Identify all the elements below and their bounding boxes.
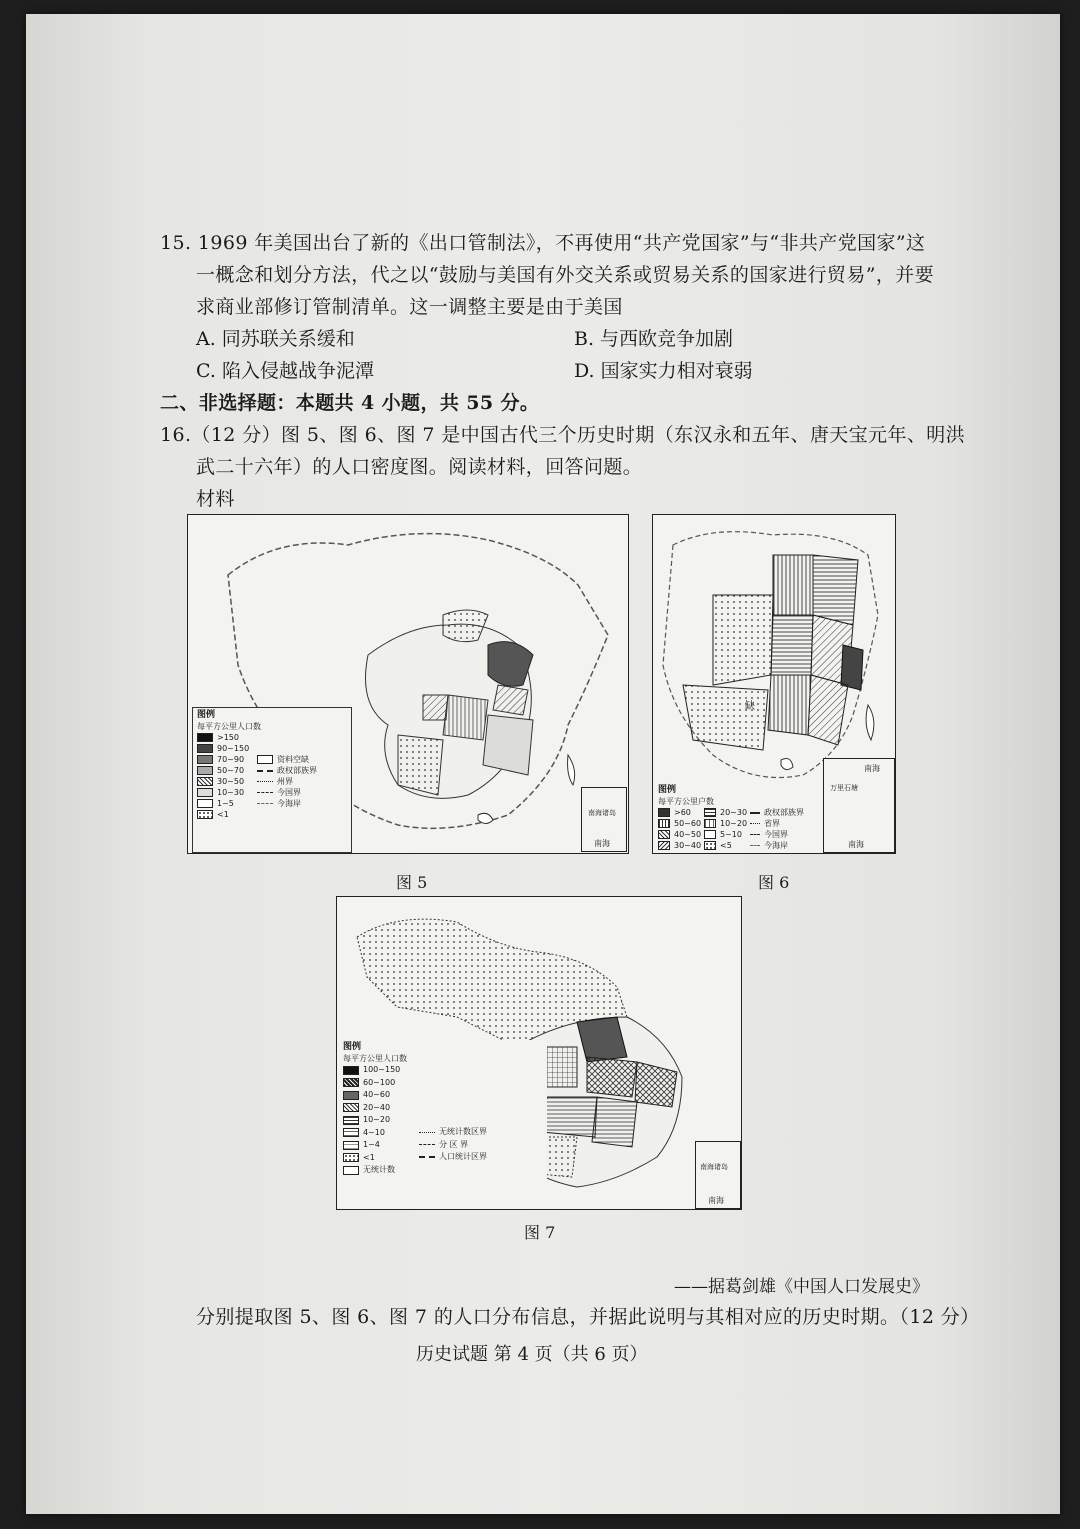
swatch xyxy=(343,1128,359,1137)
legend-item: 今国界 xyxy=(764,830,788,839)
q15-option-d: D. 国家实力相对衰弱 xyxy=(574,360,753,382)
inset-sub-label: 南海诸岛 xyxy=(588,809,616,817)
legend-subtitle: 每平方公里户数 xyxy=(658,797,714,806)
swatch xyxy=(343,1116,359,1125)
inset-sub-label: 万里石塘 xyxy=(830,784,858,792)
legend-subtitle: 每平方公里人口数 xyxy=(343,1054,407,1063)
legend-item: <1 xyxy=(217,810,229,819)
legend-item: <1 xyxy=(363,1152,375,1162)
legend-item: 30~50 xyxy=(217,777,245,786)
q15-option-b: B. 与西欧竞争加剧 xyxy=(574,328,734,350)
swatch xyxy=(197,766,213,775)
legend-item: 资料空缺 xyxy=(277,755,309,764)
legend-item: 10~20 xyxy=(363,1115,391,1124)
map-6-gap-label: 缺 xyxy=(745,701,755,712)
swatch xyxy=(658,819,670,828)
legend-title: 图例 xyxy=(658,785,677,795)
legend-title: 图例 xyxy=(343,1042,362,1052)
swatch xyxy=(704,830,716,839)
q15-line1: 15. 1969 年美国出台了新的《出口管制法》，不再使用“共产党国家”与“非共产党国家”这 xyxy=(160,232,926,254)
legend-item: 政权部族界 xyxy=(764,808,804,817)
legend-item: 政权部族界 xyxy=(277,766,317,775)
swatch xyxy=(197,755,213,764)
legend-item: 4~10 xyxy=(363,1127,385,1137)
legend-item: 70~90 xyxy=(217,755,245,764)
map-figure-6 xyxy=(652,514,896,854)
map-figure-7 xyxy=(336,896,742,1210)
swatch xyxy=(197,777,213,786)
legend-item: >150 xyxy=(217,733,239,742)
q15-line2: 一概念和划分方法，代之以“鼓励与美国有外交关系或贸易关系的国家进行贸易”，并要 xyxy=(196,264,935,286)
inset-label: 南海 xyxy=(594,839,610,848)
legend-item: 20~30 xyxy=(720,808,748,817)
legend-item: 今海岸 xyxy=(764,841,788,850)
swatch xyxy=(343,1166,359,1175)
swatch xyxy=(343,1141,359,1150)
material-label: 材料 xyxy=(196,488,235,510)
legend-item: 60~100 xyxy=(363,1077,396,1087)
map-6-inset xyxy=(823,758,895,853)
swatch xyxy=(343,1103,359,1112)
legend-item: 40~60 xyxy=(363,1090,391,1099)
exam-page xyxy=(26,14,1060,1514)
map-5-caption: 图 5 xyxy=(396,873,428,892)
line-symbol xyxy=(419,1144,435,1145)
legend-item: 分 区 界 xyxy=(439,1139,469,1149)
legend-item: 90~150 xyxy=(217,744,250,753)
swatch xyxy=(658,808,670,817)
q16-line1: 16.（12 分）图 5、图 6、图 7 是中国古代三个历史时期（东汉永和五年、唐天宝元年、明洪 xyxy=(160,424,966,446)
line-symbol xyxy=(257,770,273,772)
map-figure-5 xyxy=(187,514,629,854)
line-symbol xyxy=(750,812,760,814)
swatch xyxy=(343,1153,359,1162)
swatch xyxy=(197,788,213,797)
map-7-caption: 图 7 xyxy=(524,1223,556,1242)
inset-label: 南海 xyxy=(708,1196,724,1205)
legend-item: 50~70 xyxy=(217,766,245,775)
swatch xyxy=(197,733,213,742)
swatch xyxy=(257,755,273,764)
legend-title: 图例 xyxy=(197,710,216,720)
q15-line3: 求商业部修订管制清单。这一调整主要是由于美国 xyxy=(196,296,623,318)
legend-subtitle: 每平方公里人口数 xyxy=(197,722,261,731)
legend-item: 今国界 xyxy=(277,788,301,797)
legend-item: >60 xyxy=(674,808,691,817)
swatch xyxy=(197,744,213,753)
line-symbol xyxy=(750,823,760,824)
line-symbol xyxy=(419,1132,435,1133)
legend-item: 1~4 xyxy=(363,1140,380,1149)
swatch xyxy=(343,1078,359,1087)
swatch xyxy=(658,841,670,850)
inset-label: 南海 xyxy=(864,764,880,773)
swatch xyxy=(704,841,716,850)
q16-task: 分别提取图 5、图 6、图 7 的人口分布信息，并据此说明与其相对应的历史时期。（12 分） xyxy=(196,1306,980,1328)
q15-option-a: A. 同苏联关系缓和 xyxy=(196,328,355,350)
line-symbol xyxy=(750,845,760,846)
swatch xyxy=(197,799,213,808)
q15-option-c: C. 陷入侵越战争泥潭 xyxy=(196,360,374,382)
legend-item: 100~150 xyxy=(363,1065,401,1074)
line-symbol xyxy=(257,781,273,782)
legend-item: 无统计数 xyxy=(363,1165,395,1174)
legend-item: 州界 xyxy=(277,777,293,786)
swatch xyxy=(343,1066,359,1075)
legend-item: 5~10 xyxy=(720,830,742,839)
legend-item: 人口统计区界 xyxy=(439,1152,487,1161)
swatch xyxy=(658,830,670,839)
legend-item: 40~50 xyxy=(674,830,702,839)
swatch xyxy=(343,1091,359,1100)
line-symbol xyxy=(257,803,273,804)
map-7-inset xyxy=(695,1141,741,1209)
section-heading: 二、非选择题：本题共 4 小题，共 55 分。 xyxy=(160,392,540,414)
swatch xyxy=(197,810,213,819)
legend-item: 10~20 xyxy=(720,819,748,828)
map-7-legend xyxy=(339,1040,547,1210)
map-6-legend xyxy=(654,783,812,853)
legend-item: 30~40 xyxy=(674,841,702,850)
line-symbol xyxy=(257,792,273,793)
inset-sub-label: 南海诸岛 xyxy=(700,1163,728,1171)
legend-item: <5 xyxy=(720,841,732,850)
page-footer: 历史试题 第 4 页（共 6 页） xyxy=(416,1344,648,1365)
inset-label-bottom: 南海 xyxy=(848,840,864,849)
map-5-legend xyxy=(192,707,352,853)
q16-line2: 武二十六年）的人口密度图。阅读材料，回答问题。 xyxy=(196,456,643,478)
map-5-inset xyxy=(581,787,627,852)
legend-item: 今海岸 xyxy=(277,799,301,808)
legend-item: 1~5 xyxy=(217,799,234,808)
swatch xyxy=(704,808,716,817)
legend-item: 10~30 xyxy=(217,788,245,797)
source-citation: ——据葛剑雄《中国人口发展史》 xyxy=(674,1277,929,1297)
legend-item: 无统计数区界 xyxy=(439,1127,487,1136)
swatch xyxy=(704,819,716,828)
legend-item: 50~60 xyxy=(674,819,702,828)
legend-item: 20~40 xyxy=(363,1102,391,1112)
legend-item: 省界 xyxy=(764,819,780,828)
line-symbol xyxy=(750,834,760,835)
line-symbol xyxy=(419,1156,435,1158)
map-6-caption: 图 6 xyxy=(758,873,790,892)
